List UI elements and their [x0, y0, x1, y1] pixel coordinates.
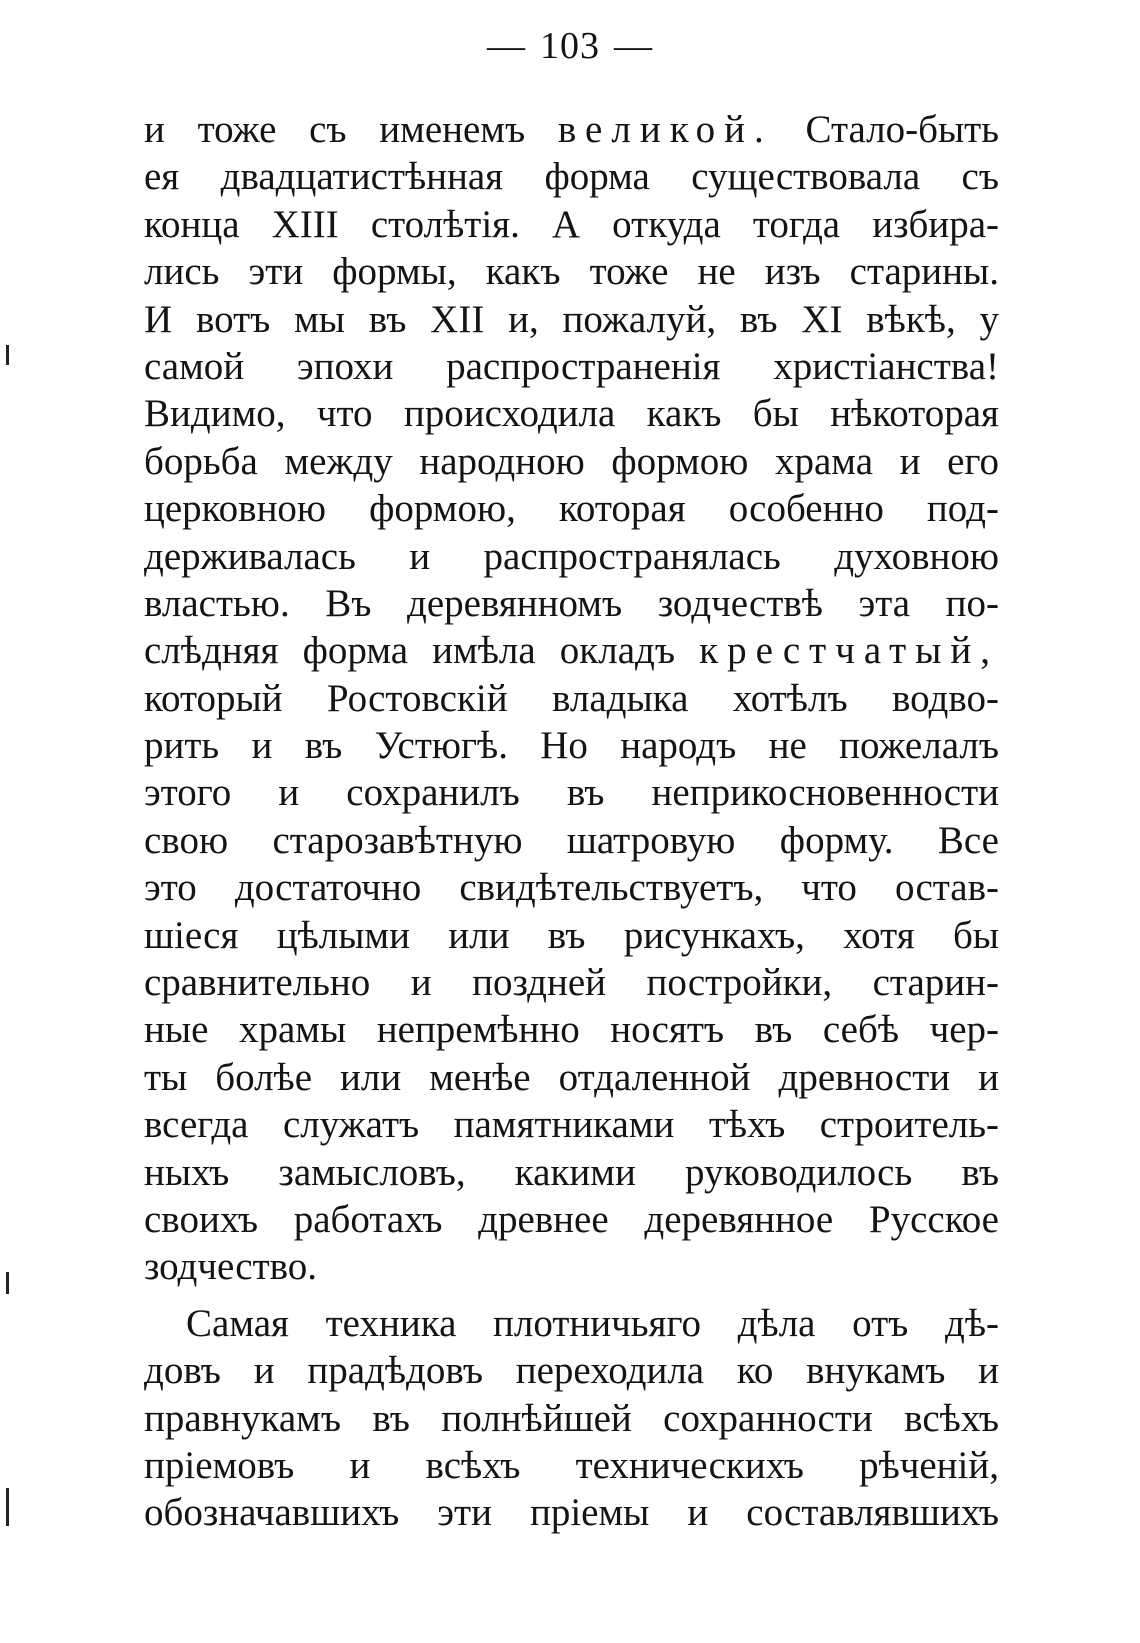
page-number-dash-left: —: [487, 25, 526, 67]
text-run: властью. Въ деревянномъ зодчествѣ эта по-: [144, 581, 999, 625]
text-run: Видимо, что происходила какъ бы нѣкоторая: [144, 392, 999, 436]
text-line: [144, 1196, 999, 1243]
text-line: [144, 343, 999, 390]
text-run: и тоже съ именемъ: [144, 108, 558, 151]
text-run: церковною формою, которая особенно под-: [144, 487, 999, 531]
text-line: [144, 438, 999, 485]
text-run: борьба между народною формою храма и его: [144, 439, 999, 483]
text-line: [144, 533, 999, 580]
text-line: [144, 817, 999, 864]
text-run: шіеся цѣлыми или въ рисункахъ, хотя бы: [144, 913, 999, 957]
text-run: пріемовъ и всѣхъ техническихъ рѣченій,: [144, 1443, 999, 1487]
text-run: довъ и прадѣдовъ переходила ко внукамъ и: [144, 1349, 999, 1393]
scan-mark: [6, 345, 9, 365]
text-line: [144, 153, 999, 200]
text-run: Стало-быть: [772, 108, 999, 151]
text-line: [144, 580, 999, 627]
text-run: зодчество.: [144, 1245, 318, 1289]
text-run: своихъ работахъ древнее деревянное Русское: [144, 1197, 999, 1241]
text-line: [144, 248, 999, 295]
text-line: [144, 769, 999, 816]
text-run: лись эти формы, какъ тоже не изъ старины.: [144, 250, 999, 294]
text-line: [144, 1442, 999, 1489]
text-line: [144, 1149, 999, 1196]
text-run: И вотъ мы въ XII и, пожалуй, въ XI вѣкѣ, у: [144, 297, 999, 341]
page-number-value: 103: [540, 25, 600, 67]
text-run: свою старозавѣтную шатровую форму. Все: [144, 818, 999, 862]
scan-mark: [6, 1488, 9, 1526]
text-run: обозначавшихъ эти пріемы и составлявшихъ: [144, 1491, 999, 1535]
text-run: самой эпохи распространенія христіанства!: [144, 344, 999, 388]
text-line: [144, 864, 999, 911]
text-line: [144, 485, 999, 532]
text-run: Самая техника плотничьяго дѣла отъ дѣ-: [186, 1301, 999, 1345]
text-line: [144, 201, 999, 248]
page-number-dash-right: —: [614, 25, 653, 67]
text-run: это достаточно свидѣтельствуетъ, что остав-: [144, 866, 999, 910]
text-line: [144, 1300, 999, 1347]
text-line: [144, 1395, 999, 1442]
text-line: [144, 1243, 999, 1290]
text-line: [144, 912, 999, 959]
text-run: ты болѣе или менѣе отдаленной древности и: [144, 1055, 999, 1099]
text-run: конца XIII столѣтія. А откуда тогда избира-: [144, 202, 999, 246]
text-line: [144, 1489, 999, 1536]
text-run: всегда служатъ памятниками тѣхъ строитель-: [144, 1103, 999, 1147]
text-line: [144, 1101, 999, 1148]
text-run: рить и въ Устюгѣ. Но народъ не пожелалъ: [144, 724, 999, 768]
text-line: [144, 106, 999, 153]
text-run: ея двадцатистѣнная форма существовала съ: [144, 155, 999, 199]
text-run: держивалась и распространялась духовною: [144, 534, 999, 578]
text-line: [144, 390, 999, 437]
body-text: [144, 106, 999, 1537]
text-line: [144, 959, 999, 1006]
text-line: [144, 296, 999, 343]
text-run: ные храмы непремѣнно носятъ въ себѣ чер-: [144, 1008, 999, 1052]
text-run: который Ростовскій владыка хотѣлъ водво-: [144, 676, 999, 720]
spaced-emphasis: крестчатый,: [699, 629, 999, 673]
text-run: этого и сохранилъ въ неприкосновенности: [144, 771, 999, 815]
paragraph-gap: [144, 1291, 999, 1300]
text-line: [144, 1054, 999, 1101]
text-run: ныхъ замысловъ, какими руководилось въ: [144, 1150, 999, 1194]
text-line: [144, 675, 999, 722]
text-line: [144, 1006, 999, 1053]
text-line: [144, 1347, 999, 1394]
page-number: [0, 24, 1140, 68]
text-run: правнукамъ въ полнѣйшей сохранности всѣхъ: [144, 1396, 999, 1440]
text-run: слѣдняя форма имѣла окладъ: [144, 629, 700, 673]
spaced-emphasis: великой.: [557, 108, 773, 151]
text-line: [144, 722, 999, 769]
text-run: сравнительно и поздней постройки, старин-: [144, 961, 999, 1005]
scan-mark: [6, 1272, 9, 1294]
text-line: [144, 627, 999, 674]
